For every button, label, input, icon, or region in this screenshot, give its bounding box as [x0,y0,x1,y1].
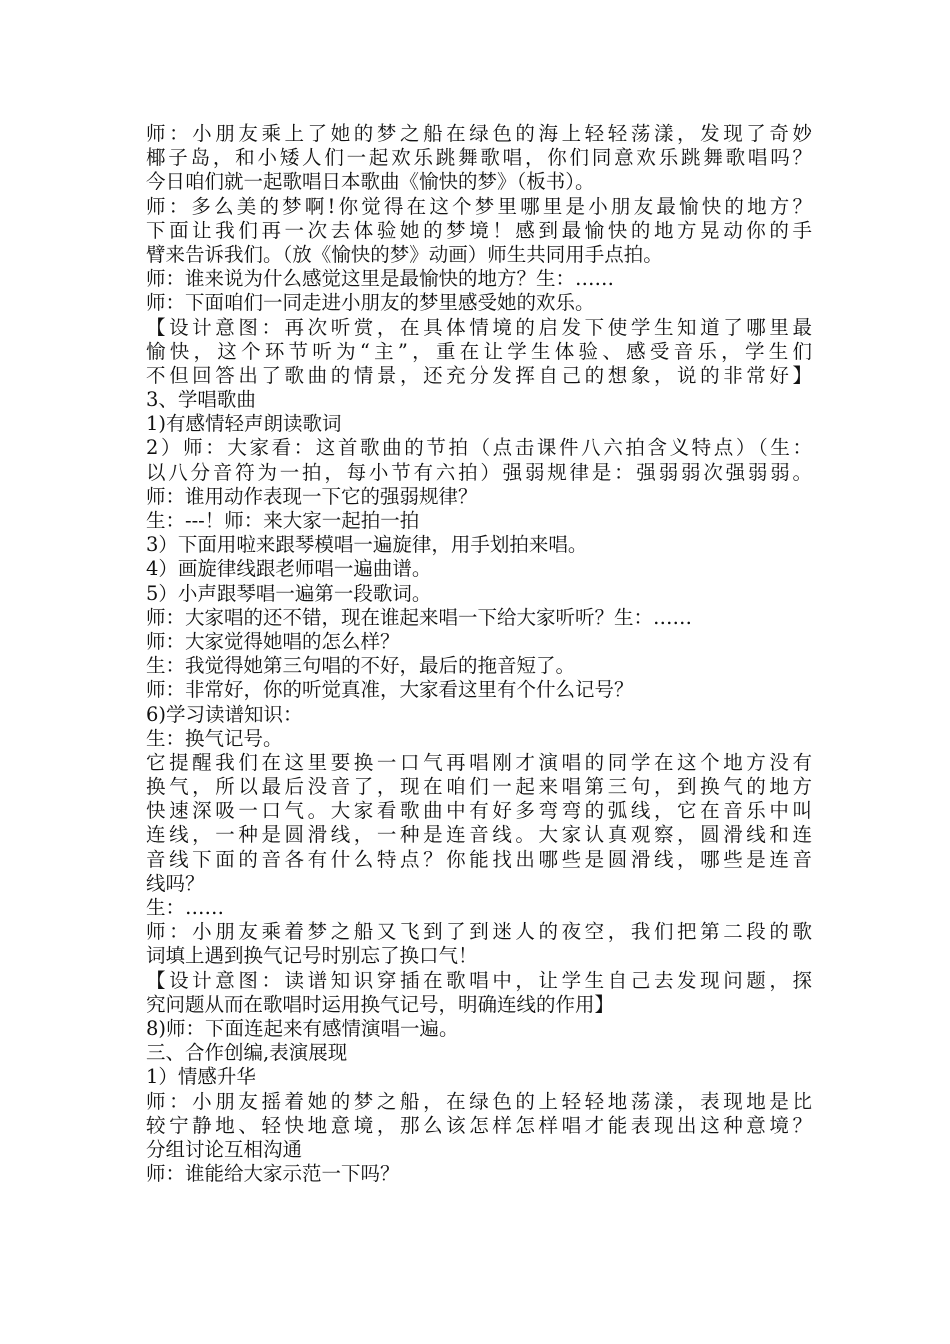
text-line: 师：下面咱们一同走进小朋友的梦里感受她的欢乐。 [146,291,595,315]
text-line: 换气，所以最后没音了，现在咱们一起来唱第三句，到换气的地方 [146,775,812,799]
text-line: 较宁静地、轻快地意境，那么该怎样怎样唱才能表现出这种意境？ [146,1113,812,1137]
text-line: 究问题从而在歌唱时运用换气记号，明确连线的作用】 [146,992,615,1016]
text-line: 师：大家觉得她唱的怎么样？ [146,629,400,653]
text-line: 它提醒我们在这里要换一口气再唱刚才演唱的同学在这个地方没有 [146,750,812,774]
text-line: 今日咱们就一起歌唱日本歌曲《愉快的梦》（板书）。 [146,170,595,194]
text-line: 音线下面的音各有什么特点？你能找出哪些是圆滑线，哪些是连音 [146,847,812,871]
text-line: 分组讨论互相沟通 [146,1137,303,1161]
text-line: 师：非常好，你的听觉真准，大家看这里有个什么记号？ [146,678,634,702]
text-line: 线吗？ [146,871,205,895]
text-line: 臂来告诉我们。（放《愉快的梦》动画）师生共同用手点拍。 [146,242,663,266]
text-line: 生：…… [146,896,225,919]
text-line: 2）师：大家看：这首歌曲的节拍（点击课件八六拍含义特点）（生： [146,436,812,460]
text-line: 三、合作创编,表演展现 [146,1041,348,1065]
text-line: 5）小声跟琴唱一遍第一段歌词。 [146,581,432,605]
text-line: 不但回答出了歌曲的情景，还充分发挥自己的想象，说的非常好】 [146,363,812,387]
text-line: 椰子岛，和小矮人们一起欢乐跳舞歌唱，你们同意欢乐跳舞歌唱吗？ [146,146,812,170]
text-line: 1)有感情轻声朗读歌词 [146,412,342,436]
text-line: 【设计意图：读谱知识穿插在歌唱中，让学生自己去发现问题，探 [146,968,812,992]
text-line: 快速深吸一口气。大家看歌曲中有好多弯弯的弧线，它在音乐中叫 [146,799,812,823]
text-line: 【设计意图：再次听赏，在具体情境的启发下使学生知道了哪里最 [146,315,812,339]
text-line: 3、学唱歌曲 [146,388,256,412]
text-line: 词填上遇到换气记号时别忘了换口气！ [146,944,478,968]
document-page [146,122,812,1186]
text-line: 连线，一种是圆滑线，一种是连音线。大家认真观察，圆滑线和连 [146,823,812,847]
text-line: 师：大家唱的还不错，现在谁起来唱一下给大家听听？生：…… [146,605,693,629]
text-line: 师：小朋友乘上了她的梦之船在绿色的海上轻轻荡漾，发现了奇妙 [146,122,812,145]
text-line: 生：---！师：来大家一起拍一拍 [146,509,420,532]
text-line: 愉快，这个环节听为“主”，重在让学生体验、感受音乐，学生们 [146,339,812,363]
text-line: 1）情感升华 [146,1065,256,1089]
text-line: 师：小朋友摇着她的梦之船，在绿色的上轻轻地荡漾，表现地是比 [146,1089,812,1113]
text-line: 师：谁能给大家示范一下吗？ [146,1162,400,1186]
text-line: 师：谁用动作表现一下它的强弱规律？ [146,484,478,508]
text-line: 以八分音符为一拍，每小节有六拍）强弱规律是：强弱弱次强弱弱。 [146,460,812,484]
text-line: 师：多么美的梦啊!你觉得在这个梦里哪里是小朋友最愉快的地方？ [146,194,812,218]
text-line: 下面让我们再一次去体验她的梦境！感到最愉快的地方晃动你的手 [146,218,812,242]
text-line: 生：我觉得她第三句唱的不好，最后的拖音短了。 [146,654,576,678]
text-line: 生：换气记号。 [146,726,283,750]
text-line: 4）画旋律线跟老师唱一遍曲谱。 [146,557,432,581]
text-line: 师：谁来说为什么感觉这里是最愉快的地方？生：…… [146,267,615,291]
text-line: 6)学习读谱知识： [146,702,303,726]
text-line: 3）下面用啦来跟琴模唱一遍旋律，用手划拍来唱。 [146,533,588,557]
text-line: 8)师：下面连起来有感情演唱一遍。 [146,1016,459,1040]
text-line: 师：小朋友乘着梦之船又飞到了到迷人的夜空，我们把第二段的歌 [146,920,812,944]
